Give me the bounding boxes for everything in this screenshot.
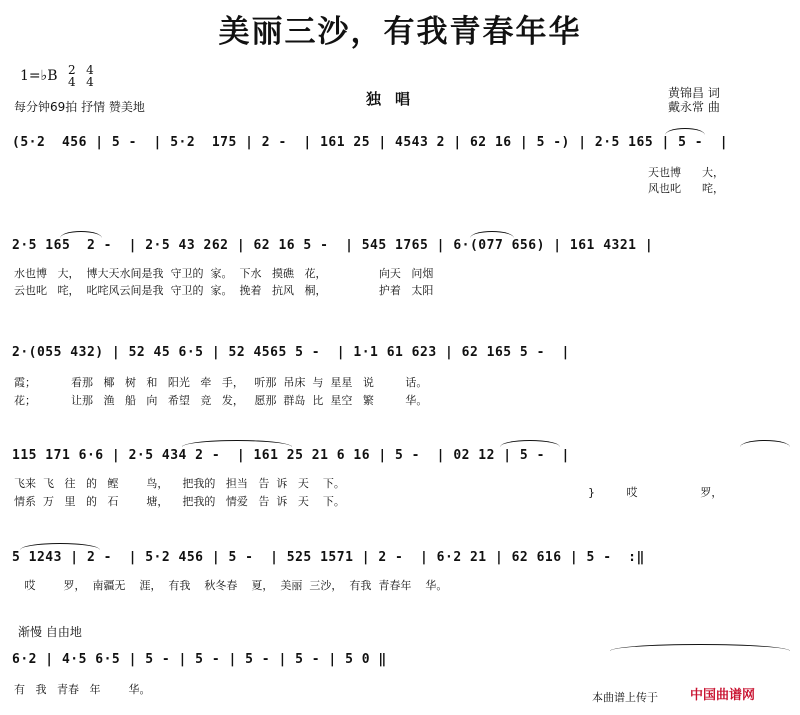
time-sig-1: 2 4 [67, 63, 76, 89]
slur-mark [665, 128, 705, 135]
upload-note: 本曲谱上传于 [592, 691, 658, 704]
time-sig-2: 4 4 [86, 63, 94, 89]
tempo-marking: 每分钟69拍 抒情 赞美地 [14, 100, 145, 114]
lyric-line: 水也博 大， 博大天水间是我 守卫的 家。 下水 摸礁 花， 向天 问烟 [14, 267, 434, 280]
lyric-line: 风也叱 咤， [648, 182, 724, 195]
site-logo: 中国曲谱网 [690, 688, 756, 703]
lyric-line: 花； 让那 渔 船 向 希望 竞 发， 愿那 群岛 比 星空 繁 华。 [14, 394, 428, 407]
slur-mark [740, 440, 790, 447]
composer-credit: 戴永常 曲 [668, 100, 720, 114]
lyric-line: 飞来 飞 往 的 鲣 鸟， 把我的 担当 告 诉 天 下。 [14, 477, 345, 490]
lyric-line: 霞； 看那 椰 树 和 阳光 牵 手， 听那 吊床 与 星星 说 话。 [14, 376, 428, 389]
slur-mark [500, 440, 560, 447]
lyric-line: 情系 万 里 的 石 塘， 把我的 情爱 告 诉 天 下。 [14, 495, 345, 508]
lyric-line: 有 我 青春 年 华。 [14, 683, 151, 696]
slur-mark [182, 440, 292, 447]
notation-line-6: 6·2 | 4·5 6·5 | 5 - | 5 - | 5 - | 5 - | 5 0 ‖ [12, 652, 387, 667]
lyric-line: } 哎 罗， [588, 486, 723, 499]
slur-mark [20, 543, 100, 550]
song-title: 美丽三沙，有我青春年华 [218, 14, 582, 50]
lyric-line: 哎 罗， 南疆无 涯， 有我 秋冬春 夏， 美丽 三沙， 有我 青春年 华。 [14, 579, 448, 592]
lyric-line: 天也博 大， [648, 166, 724, 179]
lyricist-credit: 黄锦昌 词 [668, 86, 720, 100]
slur-mark [60, 231, 102, 238]
lyric-line: 云也叱 咤， 叱咤风云间是我 守卫的 家。 挽着 抗风 桐， 护着 太阳 [14, 284, 434, 297]
slur-mark [610, 644, 790, 651]
notation-line-4: 115 171 6·6 | 2·5 434 2 - | 161 25 21 6 16 | 5 - | 02 12 | 5 - | [12, 448, 570, 463]
key-signature [20, 64, 94, 88]
notation-line-3: 2·(055 432) | 52 45 6·5 | 52 4565 5 - | 1·1 61 623 | 62 165 5 - | [12, 345, 570, 360]
key-label: 1=♭B [20, 68, 58, 84]
tempo-change: 渐慢 自由地 [18, 625, 82, 639]
notation-line-2: 2·5 165 2 - | 2·5 43 262 | 62 16 5 - | 545 1765 | 6·(077 656) | 161 4321 | [12, 238, 654, 253]
notation-line-1: (5·2 456 | 5 - | 5·2 175 | 2 - | 161 25 | 4543 2 | 62 16 | 5 -) | 2·5 165 | 5 - | [12, 135, 729, 150]
part-label: 独唱 [366, 90, 425, 108]
slur-mark [470, 231, 514, 238]
notation-line-5: 5 1243 | 2 - | 5·2 456 | 5 - | 525 1571 | 2 - | 6·2 21 | 62 616 | 5 - :‖ [12, 550, 645, 565]
